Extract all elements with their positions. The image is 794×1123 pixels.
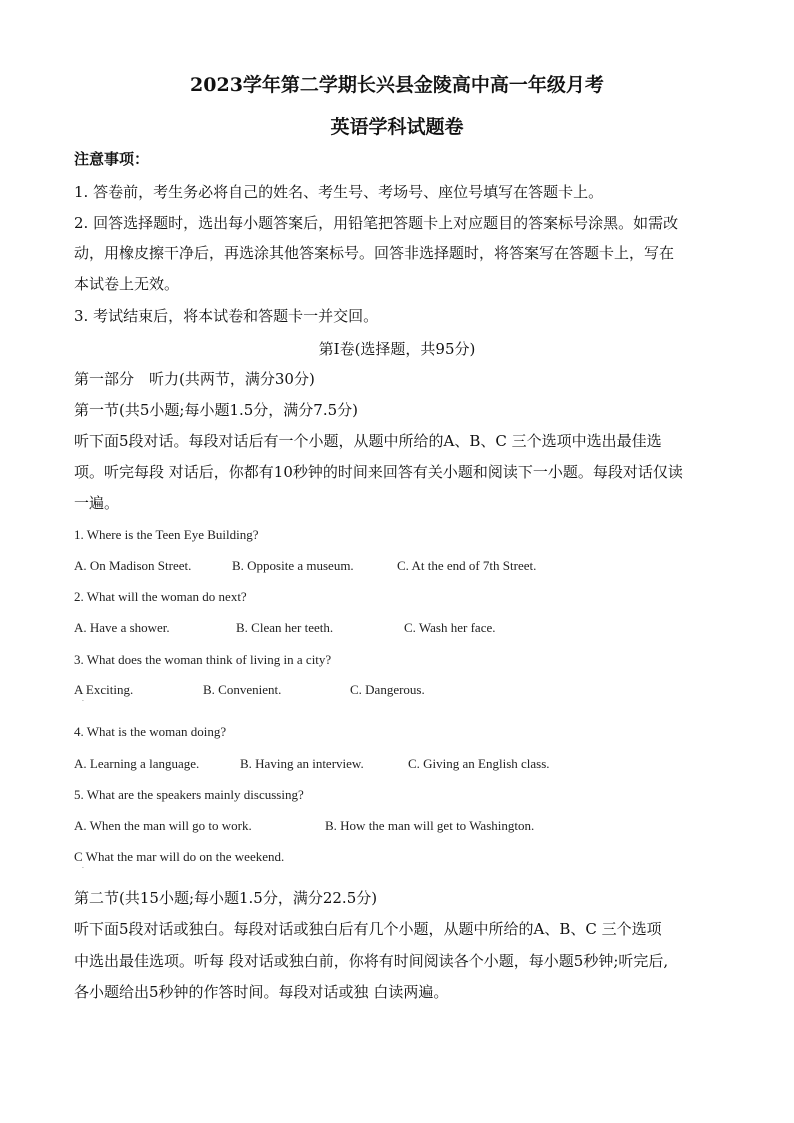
question-4-option-a: A. Learning a language. — [74, 756, 200, 771]
note-item-2-line-1: 2. 回答选择题时，选出每小题答案后，用铅笔把答题卡上对应题目的答案标号涂黑。如需改 — [74, 214, 679, 232]
question-4-option-b: B. Having an interview. — [240, 756, 364, 771]
note-item-2-line-3: 本试卷上无效。 — [74, 275, 180, 293]
question-3: 3. What does the woman think of living in a city? — [74, 652, 332, 667]
question-2-option-a: A. Have a shower. — [74, 620, 170, 635]
speck-mark: · — [82, 698, 84, 705]
question-5: 5. What are the speakers mainly discussing? — [74, 787, 304, 802]
section1-heading: 第一节(共5小题;每小题1.5分，满分7.5分) — [74, 401, 359, 419]
exam-subtitle: 英语学科试题卷 — [330, 116, 464, 138]
question-5-option-c: C What the mar will do on the weekend. — [74, 849, 285, 864]
question-2: 2. What will the woman do next? — [74, 589, 247, 604]
question-4-option-c: C. Giving an English class. — [408, 756, 550, 771]
part1-heading: 第一部分 听力(共两节，满分30分) — [74, 370, 315, 388]
question-2-option-c: C. Wash her face. — [404, 620, 496, 635]
section1-instruction-line-1: 听下面5段对话。每段对话后有一个小题，从题中所给的A、B、C 三个选项中选出最佳选 — [74, 432, 662, 450]
question-1: 1. Where is the Teen Eye Building? — [74, 527, 259, 542]
section2-heading: 第二节(共15小题;每小题1.5分，满分22.5分) — [74, 889, 378, 907]
note-item-2-line-2: 动，用橡皮擦干净后，再选涂其他答案标号。回答非选择题时，将答案写在答题卡上，写在 — [74, 244, 675, 262]
section2-instruction-line-2: 中选出最佳选项。听每 段对话或独白前，你将有时间阅读各个小题，每小题5秒钟;听完后, — [74, 952, 669, 970]
question-1-option-c: C. At the end of 7th Street. — [397, 558, 537, 573]
volume-heading: 第I卷(选择题，共95分) — [318, 340, 476, 358]
section1-instruction-line-2: 项。听完每段 对话后，你都有10秒钟的时间来回答有关小题和阅读下一小题。每段对话仅读 — [74, 463, 683, 481]
question-3-option-a: A Exciting. — [74, 682, 134, 697]
speck-mark: · — [82, 865, 84, 872]
question-2-option-b: B. Clean her teeth. — [236, 620, 334, 635]
question-4: 4. What is the woman doing? — [74, 724, 227, 739]
notes-heading: 注意事项： — [74, 150, 150, 168]
note-item-1: 1. 答卷前，考生务必将自己的姓名、考生号、考场号、座位号填写在答题卡上。 — [74, 183, 604, 201]
question-5-option-b: B. How the man will get to Washington. — [325, 818, 535, 833]
section2-instruction-line-3: 各小题给出5秒钟的作答时间。每段对话或独 白读两遍。 — [74, 983, 449, 1001]
section2-instruction-line-1: 听下面5段对话或独白。每段对话或独白后有几个小题，从题中所给的A、B、C 三个选项 — [74, 920, 662, 938]
exam-title: 2023学年第二学期长兴县金陵高中高一年级月考 — [190, 74, 604, 96]
question-3-option-b: B. Convenient. — [203, 682, 282, 697]
question-5-option-a: A. When the man will go to work. — [74, 818, 252, 833]
question-1-option-b: B. Opposite a museum. — [232, 558, 354, 573]
note-item-3: 3. 考试结束后，将本试卷和答题卡一并交回。 — [74, 307, 379, 325]
section1-instruction-line-3: 一遍。 — [74, 494, 120, 512]
question-1-option-a: A. On Madison Street. — [74, 558, 192, 573]
question-3-option-c: C. Dangerous. — [350, 682, 425, 697]
